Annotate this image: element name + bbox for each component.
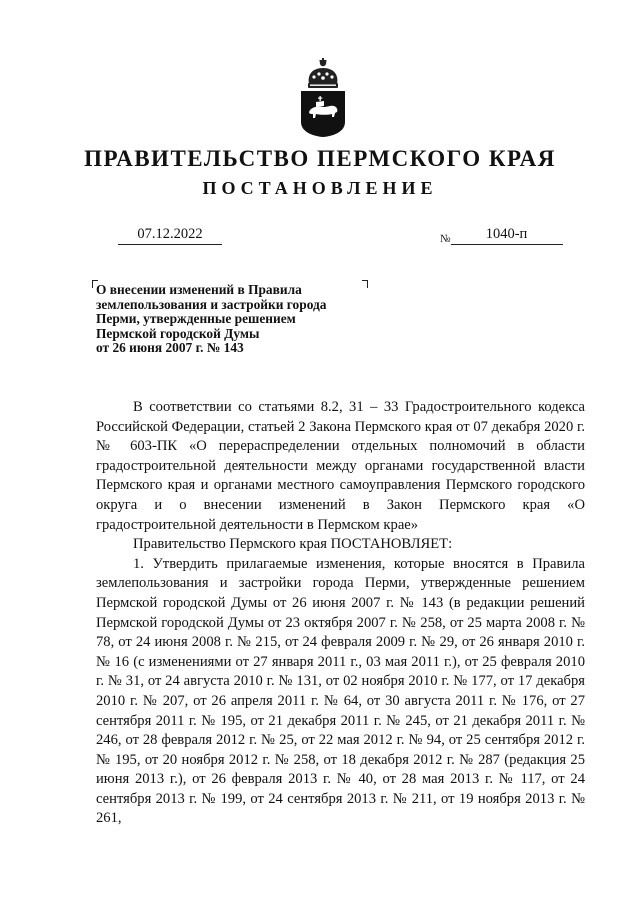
- document-number: 1040-п: [451, 226, 563, 245]
- item-1-paragraph: 1. Утвердить прилагаемые изменения, которые вносятся в Правила землепользования и застройки города Перми, утвержденные решением Пермской городской Думы от 26 июня 2007 г. № 143 (в редакции решений Пермской городской Думы от 23 октября 2007 г. № 258, от 25 марта 2008 г. № 78, от 24 июня 2008 г. № 215, от 24 февраля 2009 г. № 29, от 26 января 2010 г. № 16 (с изменениями от 27 января 2011 г., 03 мая 2011 г.), от 25 февраля 2010 г. № 31, от 24 августа 2010 г. № 131, от 02 ноября 2010 г. № 177, от 17 декабря 2010 г. № 207, от 26 апреля 2011 г. № 64, от 30 августа 2011 г. № 176, от 27 сентября 2011 г. № 195, от 21 декабря 2011 г. № 245, от 21 декабря 2011 г. № 246, от 28 февраля 2012 г. № 25, от 22 мая 2012 г. № 94, от 25 сентября 2012 г. № 195, от 20 ноября 2012 г. № 258, от 18 декабря 2012 г. № 287 (редакция 25 июня 2013 г.), от 26 февраля 2013 г. № 40, от 28 мая 2013 г. № 117, от 24 сентября 2013 г. № 199, от 24 сентября 2013 г. № 211, от 19 ноября 2013 г. № 261,: [96, 555, 585, 827]
- subject-line: Перми, утвержденные решением: [96, 311, 296, 327]
- document-date: 07.12.2022: [118, 226, 222, 245]
- subject-line: Пермской городской Думы: [96, 325, 260, 341]
- perm-krai-coat-of-arms-icon: [297, 56, 349, 138]
- document-body: [96, 398, 585, 829]
- government-title: ПРАВИТЕЛЬСТВО ПЕРМСКОГО КРАЯ: [84, 146, 556, 171]
- number-sign: №: [440, 233, 451, 245]
- document-subject: [96, 283, 366, 356]
- document-number-field: [440, 226, 563, 245]
- resolution-paragraph: Правительство Пермского края ПОСТАНОВЛЯЕТ:: [133, 536, 453, 553]
- subject-line: О внесении изменений в Правила: [96, 282, 302, 297]
- preamble-paragraph: В соответствии со статьями 8.2, 31 – 33 Градостроительного кодекса Российской Федерации, статьей 2 Закона Пермского края от 07 декабря 2020 г. № 603-ПК «О перераспределении отдельных полномочий в области градостроительной деятельности между органами государственной власти Пермского края и органами местного самоуправления Пермского городского округа и о внесении изменений в Закон Пермского края «О градостроительной деятельности в Пермском крае»: [96, 399, 585, 533]
- subject-line: от 26 июня 2007 г. № 143: [96, 340, 244, 356]
- subject-line: землепользования и застройки города: [96, 296, 327, 312]
- document-type-title: ПОСТАНОВЛЕНИЕ: [202, 178, 438, 198]
